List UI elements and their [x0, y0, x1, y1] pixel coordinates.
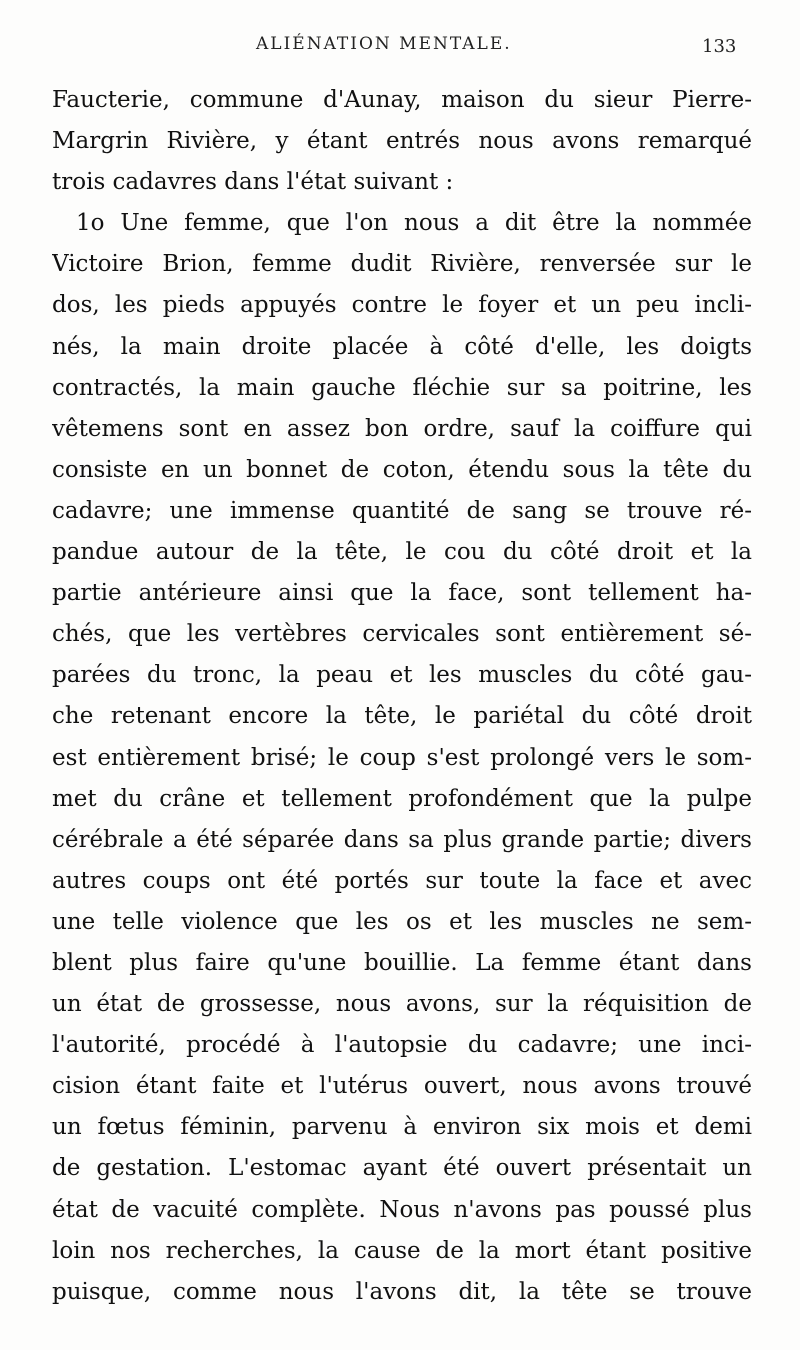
text-line: che retenant encore la tête, le pariétal du côté droit: [52, 703, 752, 730]
text-line: l'autorité, procédé à l'autopsie du cadavre; une inci-: [52, 1032, 752, 1059]
text-line: cision étant faite et l'utérus ouvert, nous avons trouvé: [52, 1073, 752, 1100]
text-line: Margrin Rivière, y étant entrés nous avons remarqué: [52, 128, 752, 155]
running-title: ALIÉNATION MENTALE.: [256, 34, 512, 54]
body-text: [52, 80, 752, 1313]
text-line: dos, les pieds appuyés contre le foyer et un peu incli-: [52, 292, 752, 319]
text-line: est entièrement brisé; le coup s'est prolongé vers le som-: [52, 744, 752, 771]
text-line: met du crâne et tellement profondément que la pulpe: [52, 785, 752, 812]
text-line: une telle violence que les os et les muscles ne sem-: [52, 908, 752, 935]
text-line: contractés, la main gauche fléchie sur sa poitrine, les: [52, 374, 752, 401]
text-line: vêtemens sont en assez bon ordre, sauf la coiffure qui: [52, 415, 752, 442]
text-line: partie antérieure ainsi que la face, sont tellement ha-: [52, 580, 752, 607]
text-line: parées du tronc, la peau et les muscles du côté gau-: [52, 662, 752, 689]
text-line: de gestation. L'estomac ayant été ouvert présentait un: [52, 1155, 752, 1182]
text-line: état de vacuité complète. Nous n'avons pas poussé plus: [52, 1196, 752, 1223]
page-number: 133: [702, 36, 737, 57]
text-line: nés, la main droite placée à côté d'elle, les doigts: [52, 333, 752, 360]
text-line: Victoire Brion, femme dudit Rivière, renversée sur le: [52, 251, 752, 278]
text-line: 1o Une femme, que l'on nous a dit être la nommée: [76, 210, 752, 237]
text-line: chés, que les vertèbres cervicales sont entièrement sé-: [52, 621, 752, 648]
text-line: un état de grossesse, nous avons, sur la réquisition de: [52, 991, 752, 1018]
text-line: consiste en un bonnet de coton, étendu sous la tête du: [52, 456, 752, 483]
text-line: cadavre; une immense quantité de sang se trouve ré-: [52, 497, 752, 524]
text-line: autres coups ont été portés sur toute la face et avec: [52, 867, 752, 894]
text-line: trois cadavres dans l'état suivant :: [52, 169, 454, 196]
text-line: cérébrale a été séparée dans sa plus grande partie; divers: [52, 826, 752, 853]
text-line: puisque, comme nous l'avons dit, la tête se trouve: [52, 1278, 752, 1305]
text-line: loin nos recherches, la cause de la mort étant positive: [52, 1237, 752, 1264]
text-line: Faucterie, commune d'Aunay, maison du sieur Pierre-: [52, 87, 752, 113]
text-line: pandue autour de la tête, le cou du côté droit et la: [52, 539, 752, 566]
text-line: blent plus faire qu'une bouillie. La femme étant dans: [52, 949, 752, 976]
text-line: un fœtus féminin, parvenu à environ six mois et demi: [52, 1114, 752, 1141]
